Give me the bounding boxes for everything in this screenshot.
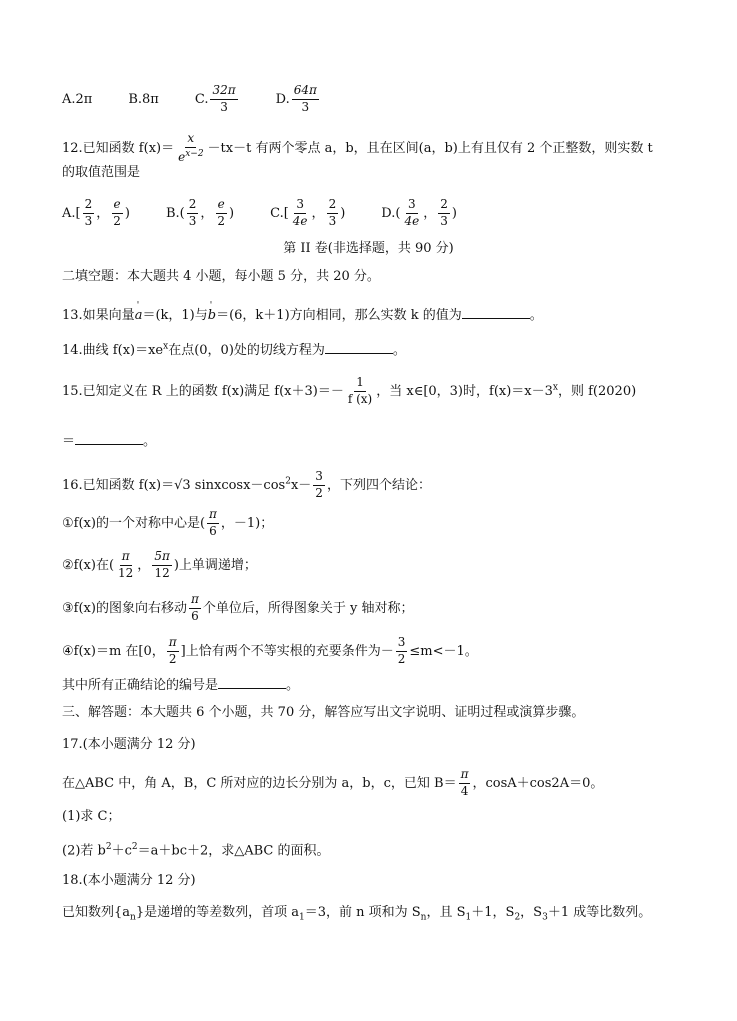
- q12-option-c: C.[ $\frac{3}{4e}$ ， $\frac{2}{3}$ ): [270, 197, 346, 228]
- q16-conclusion-4: ④f(x)＝m 在[0， $\frac{\pi}{2}$ ]上恰有两个不等实根的充要条件为－ $\frac{3}{2}$ ≤m<－1。: [62, 635, 478, 666]
- q15-line2: ＝ 。: [62, 434, 157, 449]
- q17-part1: (1)求 C；: [62, 809, 121, 824]
- answer-blank: [325, 342, 393, 354]
- q18-stem: 已知数列$\{a_n\}$是递增的等差数列，首项 $a_1=3$，前 n 项和为 $S_n$，且 $S_1+1$，$S_2$，$S_3+1$ 成等比数列。: [62, 905, 652, 923]
- q16-conclusion-3: ③f(x)的图象向右移动 $\frac{\pi}{6}$ 个单位后，所得图象关于 y 轴对称；: [62, 592, 414, 623]
- q17-part2: (2)若 $b^2+c^2=a+bc+2$，求△ABC 的面积。: [62, 842, 330, 859]
- q14: 14.曲线 $f(x)=xe^x$在点(0，0)处的切线方程为 。: [62, 341, 406, 358]
- q12-option-a: A.[ $\frac{2}{3}$ ， $\frac{e}{2}$ ): [62, 197, 130, 228]
- q11-option-d: D. $\frac{64\pi}{3}$: [275, 83, 317, 114]
- q12-stem-line2: 的取值范围是: [62, 165, 141, 180]
- answer-blank: [75, 433, 143, 445]
- q18-title: 18.(本小题满分 12 分): [62, 873, 196, 888]
- q16-stem: 16.已知函数 f(x)＝√3 $sinxcosx-\cos^2x-$ $\frac{3}{2}$ ，下列四个结论：: [62, 469, 431, 500]
- q13: 13.如果向量' a＝(k，1)与' b＝(6，k＋1)方向相同，那么实数 k 的值为 。: [62, 307, 543, 322]
- q11-option-a: A.2π: [62, 91, 93, 107]
- vector-b: ' b: [208, 309, 216, 322]
- q15: 15.已知定义在 R 上的函数 f(x)满足 f(x＋3)＝－ $\frac{1}{f (x)}$ ，当 x∈[0，3)时，$f(x)=x-3^x$，则 f(2020): [62, 375, 637, 406]
- vector-a: ' a: [135, 309, 143, 322]
- q11-option-c: C. $\frac{32\pi}{3}$: [194, 83, 236, 114]
- q11-options: [62, 84, 321, 115]
- q17-title: 17.(本小题满分 12 分): [62, 737, 196, 752]
- q11-option-b: B.8π: [128, 91, 159, 107]
- q16-conclusion-2: ②f(x)在( $\frac{\pi}{12}$ ， $\frac{5\pi}{12}$ )上单调递增；: [62, 549, 257, 580]
- section2-header: 二填空题：本大题共 4 小题，每小题 5 分，共 20 分。: [62, 269, 380, 284]
- section3-header: 三、解答题：本大题共 6 个小题，共 70 分，解答应写出文字说明、证明过程或演算步骤。: [62, 705, 585, 720]
- q12-option-b: B.( $\frac{2}{3}$ ， $\frac{e}{2}$ ): [165, 197, 235, 228]
- volume2-title: 第 II 卷(非选择题，共 90 分): [283, 241, 454, 256]
- q16-conclusion-1: ①f(x)的一个对称中心是( $\frac{\pi}{6}$ ，－1)；: [62, 507, 274, 538]
- q12-options: [62, 198, 457, 229]
- answer-blank: [218, 677, 286, 689]
- q17-stem: 在△ABC 中，角 A，B，C 所对应的边长分别为 a，b，c，已知 B＝ $\frac{\pi}{4}$ ，cosA＋cos2A＝0。: [62, 767, 604, 798]
- q12-option-d: D.( $\frac{3}{4e}$ ， $\frac{2}{3}$ ): [381, 197, 457, 228]
- q12-stem: 12.已知函数 f(x)＝ $\frac{x}{e^{x-2}}$ －tx－t 有两个零点 a，b，且在区间(a，b)上有且仅有 2 个正整数，则实数 t: [62, 131, 653, 164]
- q16-answer: 其中所有正确结论的编号是 。: [62, 678, 300, 693]
- answer-blank: [462, 307, 530, 319]
- sqrt3: √3: [174, 477, 191, 493]
